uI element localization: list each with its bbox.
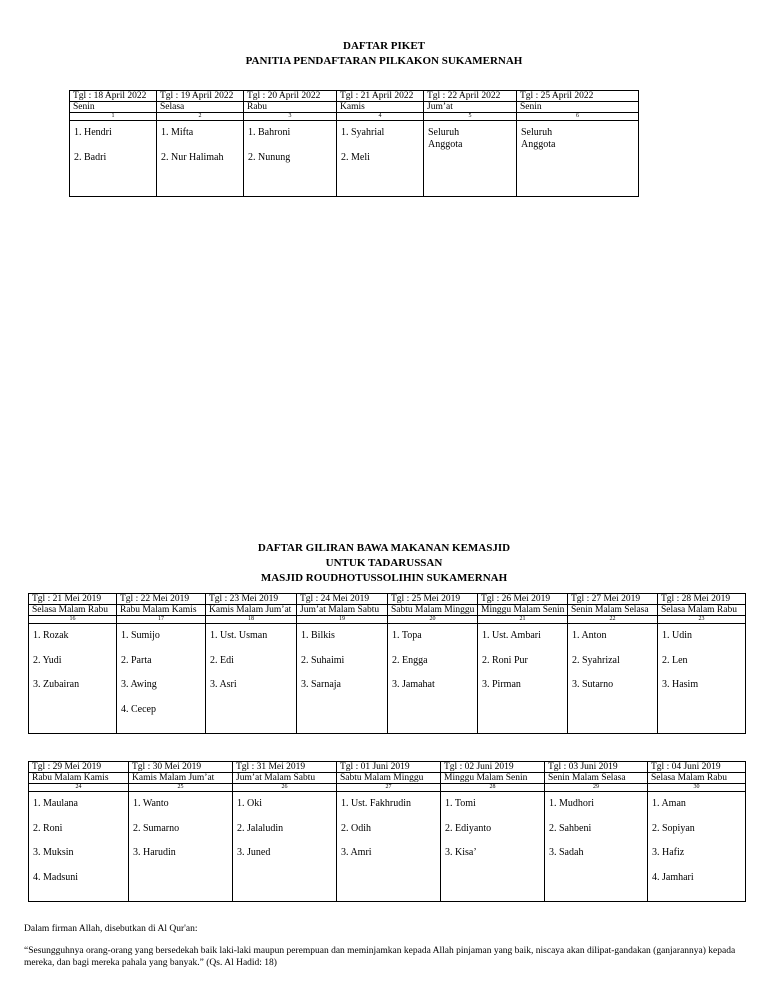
day-cell: Selasa (157, 102, 244, 113)
date-cell: Tgl : 26 Mei 2019 (478, 594, 568, 605)
member-name: 1. Anton (572, 630, 607, 641)
day-cell: Senin (517, 102, 639, 113)
number-cell: 19 (297, 616, 388, 624)
names-row (29, 624, 746, 734)
date-cell: Tgl : 28 Mei 2019 (658, 594, 746, 605)
date-cell: Tgl : 25 April 2022 (517, 91, 639, 102)
member-name: 2. Parta (121, 654, 152, 666)
giliran-week2-body (29, 762, 746, 902)
num-row (70, 113, 639, 121)
day-cell: Sabtu Malam Minggu (388, 605, 478, 616)
day-cell: Selasa Malam Rabu (29, 605, 117, 616)
number-cell: 26 (233, 784, 337, 792)
day-cell: Selasa Malam Rabu (648, 773, 746, 784)
member-name: 1. Mudhori (549, 798, 594, 809)
member-name: 4. Madsuni (33, 871, 78, 883)
names-cell (568, 624, 658, 734)
number-cell: 23 (658, 616, 746, 624)
giliran-week2-table (28, 761, 746, 902)
member-name: 1. Bahroni (248, 127, 291, 138)
names-cell (233, 792, 337, 902)
names-cell (129, 792, 233, 902)
date-cell: Tgl : 22 April 2022 (424, 91, 517, 102)
member-name: 3. Harudin (133, 847, 176, 858)
member-name: 3. Zubairan (33, 679, 80, 690)
member-name: 3. Hafiz (652, 847, 685, 858)
date-cell: Tgl : 31 Mei 2019 (233, 762, 337, 773)
names-cell (70, 121, 157, 197)
names-cell (478, 624, 568, 734)
date-cell: Tgl : 25 Mei 2019 (388, 594, 478, 605)
member-name: 2. Nur Halimah (161, 151, 224, 163)
piket-subtitle: PANITIA PENDAFTARAN PILKAKON SUKAMERNAH (245, 55, 523, 67)
member-name: 2. Sumarno (133, 822, 180, 834)
member-name: 2. Jalaludin (237, 822, 284, 834)
member-name: 2. Ediyanto (445, 822, 492, 834)
member-name: 2. Nunung (248, 151, 291, 163)
member-name: 3. Asri (210, 679, 237, 690)
date-cell: Tgl : 27 Mei 2019 (568, 594, 658, 605)
member-name: 3. Hasim (662, 679, 699, 690)
member-name: 1. Bilkis (301, 630, 335, 641)
member-name: Seluruh Anggota (428, 127, 463, 150)
member-name: 1. Ust. Usman (210, 630, 268, 641)
names-cell (117, 624, 206, 734)
member-name: 2. Suhaimi (301, 654, 345, 666)
names-cell (424, 121, 517, 197)
member-name: 3. Kisa’ (445, 847, 477, 858)
number-cell: 4 (337, 113, 424, 121)
day-cell: Kamis Malam Jum’at (206, 605, 297, 616)
day-cell: Minggu Malam Senin (441, 773, 545, 784)
member-name: 4. Jamhari (652, 871, 694, 883)
member-name: 1. Udin (662, 630, 692, 641)
date-cell: Tgl : 20 April 2022 (244, 91, 337, 102)
names-cell (517, 121, 639, 197)
number-cell: 16 (29, 616, 117, 624)
day-cell: Senin Malam Selasa (545, 773, 648, 784)
day-cell: Jum’at Malam Sabtu (233, 773, 337, 784)
day-cell: Rabu Malam Kamis (117, 605, 206, 616)
member-name: 2. Roni Pur (482, 654, 528, 666)
date-cell: Tgl : 29 Mei 2019 (29, 762, 129, 773)
day-cell: Kamis (337, 102, 424, 113)
member-name: 1. Ust. Fakhrudin (341, 798, 411, 809)
day-cell: Rabu Malam Kamis (29, 773, 129, 784)
member-name: 2. Len (662, 654, 688, 666)
number-cell: 3 (244, 113, 337, 121)
member-name: 1. Aman (652, 798, 686, 809)
quran-intro: Dalam firman Allah, disebutkan di Al Qur'an: (24, 924, 198, 934)
member-name: 2. Syahrizal (572, 654, 620, 666)
date-cell: Tgl : 24 Mei 2019 (297, 594, 388, 605)
number-cell: 5 (424, 113, 517, 121)
number-cell: 2 (157, 113, 244, 121)
member-name: 1. Hendri (74, 127, 112, 138)
date-row (29, 594, 746, 605)
date-cell: Tgl : 04 Juni 2019 (648, 762, 746, 773)
date-cell: Tgl : 21 April 2022 (337, 91, 424, 102)
date-cell: Tgl : 21 Mei 2019 (29, 594, 117, 605)
day-cell: Senin Malam Selasa (568, 605, 658, 616)
member-name: 1. Tomi (445, 798, 476, 809)
member-name: 4. Cecep (121, 703, 156, 715)
date-row (70, 91, 639, 102)
names-row (29, 792, 746, 902)
day-cell: Senin (70, 102, 157, 113)
member-name: 1. Ust. Ambari (482, 630, 541, 641)
names-row (70, 121, 639, 197)
number-cell: 1 (70, 113, 157, 121)
number-cell: 6 (517, 113, 639, 121)
names-cell (206, 624, 297, 734)
member-name: 2. Engga (392, 654, 428, 666)
member-name: 2. Yudi (33, 654, 62, 666)
names-cell (29, 624, 117, 734)
member-name: 1. Wanto (133, 798, 169, 809)
member-name: 2. Odih (341, 822, 371, 834)
member-name: 2. Edi (210, 654, 234, 666)
names-cell (297, 624, 388, 734)
member-name: 1. Maulana (33, 798, 78, 809)
number-cell: 20 (388, 616, 478, 624)
names-cell (545, 792, 648, 902)
day-row (29, 773, 746, 784)
member-name: 3. Sadah (549, 847, 584, 858)
day-cell: Jum’at Malam Sabtu (297, 605, 388, 616)
day-row (29, 605, 746, 616)
member-name: 3. Amri (341, 847, 372, 858)
date-cell: Tgl : 19 April 2022 (157, 91, 244, 102)
number-cell: 17 (117, 616, 206, 624)
member-name: 2. Badri (74, 151, 107, 163)
member-name: 2. Meli (341, 151, 370, 163)
day-row (70, 102, 639, 113)
member-name: 3. Pirman (482, 679, 521, 690)
member-name: 3. Sarnaja (301, 679, 341, 690)
day-cell: Jum’at (424, 102, 517, 113)
number-cell: 27 (337, 784, 441, 792)
date-cell: Tgl : 22 Mei 2019 (117, 594, 206, 605)
date-cell: Tgl : 30 Mei 2019 (129, 762, 233, 773)
names-cell (337, 792, 441, 902)
names-cell (441, 792, 545, 902)
date-cell: Tgl : 18 April 2022 (70, 91, 157, 102)
member-name: 1. Topa (392, 630, 422, 641)
names-cell (337, 121, 424, 197)
number-cell: 24 (29, 784, 129, 792)
member-name: 1. Mifta (161, 127, 194, 138)
date-row (29, 762, 746, 773)
piket-title: DAFTAR PIKET (343, 40, 425, 52)
day-cell: Rabu (244, 102, 337, 113)
number-cell: 21 (478, 616, 568, 624)
num-row (29, 784, 746, 792)
giliran-mosque: MASJID ROUDHOTUSSOLIHIN SUKAMERNAH (260, 572, 508, 584)
piket-table-body (70, 91, 639, 197)
date-cell: Tgl : 02 Juni 2019 (441, 762, 545, 773)
quran-quote: “Sesungguhnya orang-orang yang bersedekah baik laki-laki maupun perempuan dan meminjamkan kepada Allah pinjaman yang baik, niscaya akan dilipat-gandakan (ganjarannya) kepada mereka, dan bagi mereka pahala yang banyak.” (Qs. Al Hadid: 18) (24, 946, 736, 968)
member-name: 3. Sutarno (572, 679, 614, 690)
member-name: 1. Syahrial (341, 127, 385, 138)
num-row (29, 616, 746, 624)
number-cell: 25 (129, 784, 233, 792)
giliran-title: DAFTAR GILIRAN BAWA MAKANAN KEMASJID (257, 542, 511, 554)
member-name: 2. Sahbeni (549, 822, 592, 834)
date-cell: Tgl : 01 Juni 2019 (337, 762, 441, 773)
names-cell (648, 792, 746, 902)
member-name: 3. Jamahat (392, 679, 435, 690)
piket-table (69, 90, 639, 197)
member-name: 1. Oki (237, 798, 262, 809)
member-name: 3. Awing (121, 679, 157, 690)
names-cell (29, 792, 129, 902)
giliran-subtitle: UNTUK TADARUSSAN (325, 557, 443, 569)
day-cell: Selasa Malam Rabu (658, 605, 746, 616)
number-cell: 28 (441, 784, 545, 792)
number-cell: 18 (206, 616, 297, 624)
member-name: Seluruh Anggota (521, 127, 556, 150)
names-cell (244, 121, 337, 197)
names-cell (388, 624, 478, 734)
day-cell: Minggu Malam Senin (478, 605, 568, 616)
date-cell: Tgl : 03 Juni 2019 (545, 762, 648, 773)
day-cell: Kamis Malam Jum’at (129, 773, 233, 784)
member-name: 3. Muksin (33, 847, 74, 858)
number-cell: 29 (545, 784, 648, 792)
date-cell: Tgl : 23 Mei 2019 (206, 594, 297, 605)
giliran-week1-body (29, 594, 746, 734)
member-name: 3. Juned (237, 847, 271, 858)
member-name: 2. Sopiyan (652, 822, 695, 834)
number-cell: 22 (568, 616, 658, 624)
names-cell (157, 121, 244, 197)
giliran-week1-table (28, 593, 746, 734)
day-cell: Sabtu Malam Minggu (337, 773, 441, 784)
member-name: 1. Sumijo (121, 630, 160, 641)
member-name: 2. Roni (33, 822, 63, 834)
member-name: 1. Rozak (33, 630, 69, 641)
number-cell: 30 (648, 784, 746, 792)
names-cell (658, 624, 746, 734)
